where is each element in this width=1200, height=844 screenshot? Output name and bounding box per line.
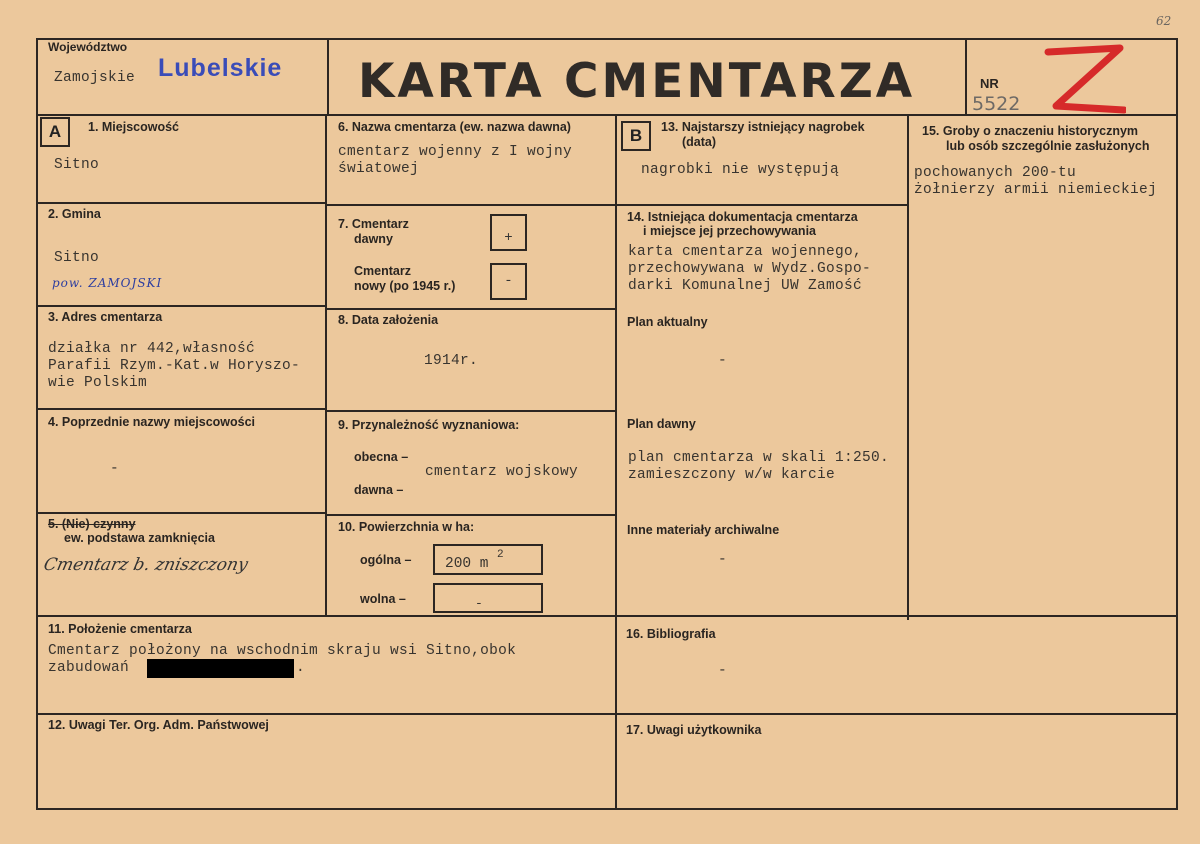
field-2-handwritten: pow. ZAMOJSKI <box>52 276 163 290</box>
row-l1 <box>36 202 326 204</box>
card-title: KARTA CMENTARZA <box>358 54 916 109</box>
field-14-line-2: przechowywana w Wydz.Gospo- <box>628 261 872 277</box>
field-10-wolna-value: - <box>475 596 483 611</box>
col-sep-c <box>907 114 909 620</box>
row-m1 <box>327 204 616 206</box>
field-15-label-1: 15. Groby o znaczeniu historycznym <box>922 124 1139 138</box>
field-13-label-2: (data) <box>682 135 717 149</box>
field-15-line-2: żołnierzy armii niemieckiej <box>914 182 1158 198</box>
field-10-ogolna-box <box>433 544 543 575</box>
field-1-label: 1. Miejscowość <box>88 120 180 134</box>
field-6-label: 6. Nazwa cmentarza (ew. nazwa dawna) <box>338 120 571 134</box>
field-11-label: 11. Położenie cmentarza <box>48 622 192 636</box>
field-7-mark-nowy: - <box>504 273 513 289</box>
row-l2 <box>36 305 326 307</box>
row-m4 <box>327 514 616 516</box>
field-14-label-2: i miejsce jej przechowywania <box>643 224 816 238</box>
field-9-label: 9. Przynależność wyznaniowa: <box>338 418 520 432</box>
section-b-marker: B <box>621 121 651 151</box>
col-sep-a <box>325 114 327 616</box>
field-14-line-3: darki Komunalnej UW Zamość <box>628 278 863 294</box>
field-8-label: 8. Data założenia <box>338 313 439 327</box>
field-7-checkbox-dawny <box>490 214 527 251</box>
field-2-label: 2. Gmina <box>48 207 101 221</box>
field-6-line-1: cmentarz wojenny z I wojny <box>338 144 573 160</box>
field-5-label-b: ew. podstawa zamknięcia <box>64 531 215 545</box>
field-13-value: nagrobki nie występują <box>641 162 840 178</box>
col-sep-b <box>615 114 617 810</box>
row-l3 <box>36 408 326 410</box>
plan-aktualny-label: Plan aktualny <box>627 315 708 329</box>
field-3-line-3: wie Polskim <box>48 375 148 391</box>
red-z-mark <box>1042 42 1126 120</box>
field-10-ogolna-label: ogólna – <box>360 553 412 567</box>
plan-dawny-line-2: zamieszczony w/w karcie <box>628 467 836 483</box>
row-b2 <box>36 713 1178 715</box>
field-4-label: 4. Poprzednie nazwy miejscowości <box>48 415 256 429</box>
field-15-line-1: pochowanych 200-tu <box>914 165 1077 181</box>
field-9-dawna-label: dawna – <box>354 483 404 497</box>
field-2-value: Sitno <box>54 250 100 266</box>
wojewodztwo-label: Województwo <box>48 40 128 54</box>
field-5-handwritten: Cmentarz b. zniszczony <box>41 555 250 575</box>
field-10-label: 10. Powierzchnia w ha: <box>338 520 475 534</box>
field-16-value: - <box>718 663 728 679</box>
wojewodztwo-stamp: Lubelskie <box>158 54 283 82</box>
field-3-label: 3. Adres cmentarza <box>48 310 163 324</box>
field-10-wolna-label: wolna – <box>360 592 406 606</box>
field-10-ogolna-value: 200 m <box>445 556 489 572</box>
plan-dawny-label: Plan dawny <box>627 417 696 431</box>
frame-bottom <box>36 808 1178 810</box>
inne-materialy-value: - <box>718 552 728 568</box>
frame-left <box>36 38 38 810</box>
field-3-line-1: działka nr 442,własność <box>48 341 256 357</box>
field-17-label: 17. Uwagi użytkownika <box>626 723 762 737</box>
row-m2 <box>327 308 616 310</box>
field-15-label-2: lub osób szczególnie zasłużonych <box>946 139 1150 153</box>
nr-value: 5522 <box>972 93 1021 115</box>
section-a-marker: A <box>40 117 70 147</box>
field-7-label-dawny-1: 7. Cmentarz <box>338 217 409 231</box>
inne-materialy-label: Inne materiały archiwalne <box>627 523 780 537</box>
plan-aktualny-value: - <box>718 353 728 369</box>
field-9-obecna-label: obecna – <box>354 450 409 464</box>
field-4-value: - <box>110 461 120 477</box>
frame-right <box>1176 38 1178 810</box>
field-7-mark-dawny: + <box>504 230 513 246</box>
field-7-label-nowy-1: Cmentarz <box>354 264 411 278</box>
header-sep-2 <box>965 38 967 116</box>
field-16-label: 16. Bibliografia <box>626 627 716 641</box>
redaction-bar <box>147 659 294 678</box>
row-b1 <box>36 615 1178 617</box>
field-9-value: cmentarz wojskowy <box>425 464 579 480</box>
field-11-line-1: Cmentarz położony na wschodnim skraju wsi Sitno,obok <box>48 643 517 659</box>
corner-note: 62 <box>1156 14 1172 28</box>
field-14-label-1: 14. Istniejąca dokumentacja cmentarza <box>627 210 858 224</box>
wojewodztwo-typed: Zamojskie <box>54 70 136 86</box>
field-10-ogolna-sup: 2 <box>497 549 504 561</box>
field-7-label-dawny-2: dawny <box>354 232 393 246</box>
nr-label: NR <box>980 76 999 91</box>
row-r1 <box>617 204 908 206</box>
field-7-checkbox-nowy <box>490 263 527 300</box>
field-8-value: 1914r. <box>424 353 479 369</box>
header-sep-1 <box>327 38 329 116</box>
row-m3 <box>327 410 616 412</box>
plan-dawny-line-1: plan cmentarza w skali 1:250. <box>628 450 890 466</box>
field-12-label: 12. Uwagi Ter. Org. Adm. Państwowej <box>48 718 269 732</box>
field-14-line-1: karta cmentarza wojennego, <box>628 244 863 260</box>
field-1-value: Sitno <box>54 157 100 173</box>
field-7-label-nowy-2: nowy (po 1945 r.) <box>354 279 456 293</box>
field-11-trailing: . <box>296 660 306 676</box>
field-11-line-2: zabudowań <box>48 660 130 676</box>
field-10-wolna-box <box>433 583 543 613</box>
row-l4 <box>36 512 326 514</box>
field-13-label-1: 13. Najstarszy istniejący nagrobek <box>661 120 865 134</box>
field-5-label-a: 5. (Nie) czynny <box>48 517 136 531</box>
field-3-line-2: Parafii Rzym.-Kat.w Horyszo- <box>48 358 301 374</box>
frame-top <box>36 38 1178 40</box>
field-6-line-2: światowej <box>338 161 420 177</box>
